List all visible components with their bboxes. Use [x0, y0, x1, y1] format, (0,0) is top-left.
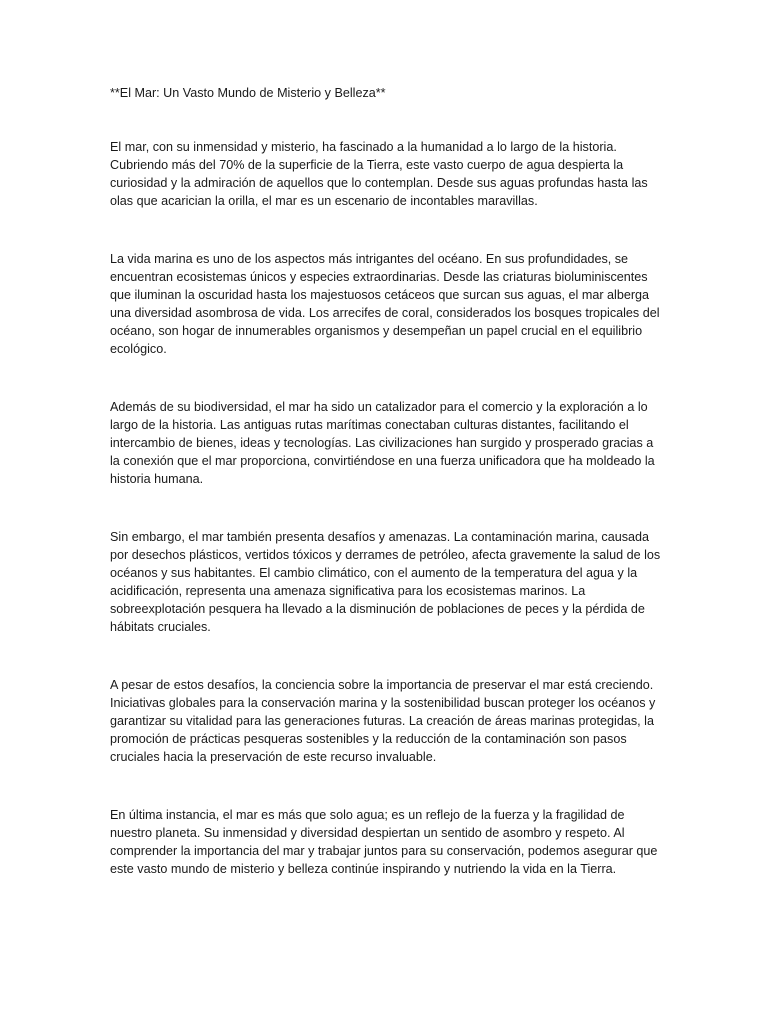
- document-title: **El Mar: Un Vasto Mundo de Misterio y Belleza**: [110, 86, 386, 100]
- paragraph-6: En última instancia, el mar es más que solo agua; es un reflejo de la fuerza y la fragilidad de nuestro planeta. Su inmensidad y diversidad despiertan un sentido de asombro y respeto. Al comprender la importancia del mar y trabajar juntos para su conservación, podemos asegurar que este vasto mundo de misterio y belleza continúe inspirando y nutriendo la vida en la Tierra.: [110, 808, 658, 876]
- paragraph-3: Además de su biodiversidad, el mar ha sido un catalizador para el comercio y la exploración a lo largo de la historia. Las antiguas rutas marítimas conectaban culturas distantes, facilitando el intercambio de bienes, ideas y tecnologías. Las civilizaciones han surgido y prosperado gracias a la conexión que el mar proporciona, convirtiéndose en una fuerza unificadora que ha moldeado la historia humana.: [110, 400, 655, 486]
- paragraph-1: El mar, con su inmensidad y misterio, ha fascinado a la humanidad a lo largo de la historia. Cubriendo más del 70% de la superficie de la Tierra, este vasto cuerpo de agua despierta la curiosidad y la admiración de aquellos que lo contemplan. Desde sus aguas profundas hasta las olas que acarician la orilla, el mar es un escenario de incontables maravillas.: [110, 140, 648, 208]
- paragraph-4: Sin embargo, el mar también presenta desafíos y amenazas. La contaminación marina, causada por desechos plásticos, vertidos tóxicos y derrames de petróleo, afecta gravemente la salud de los océanos y sus habitantes. El cambio climático, con el aumento de la temperatura del agua y la acidificación, representa una amenaza significativa para los ecosistemas marinos. La sobreexplotación pesquera ha llevado a la disminución de poblaciones de peces y la pérdida de hábitats cruciales.: [110, 530, 661, 634]
- paragraph-5: A pesar de estos desafíos, la conciencia sobre la importancia de preservar el mar está creciendo. Iniciativas globales para la conservación marina y la sostenibilidad buscan proteger los océanos y garantizar su vitalidad para las generaciones futuras. La creación de áreas marinas protegidas, la promoción de prácticas pesqueras sostenibles y la reducción de la contaminación son pasos cruciales hacia la preservación de este recurso invaluable.: [110, 678, 656, 764]
- paragraph-2: La vida marina es uno de los aspectos más intrigantes del océano. En sus profundidades, se encuentran ecosistemas únicos y especies extraordinarias. Desde las criaturas bioluminiscentes que iluminan la oscuridad hasta los majestuosos cetáceos que surcan sus aguas, el mar alberga una diversidad asombrosa de vida. Los arrecifes de coral, considerados los bosques tropicales del océano, son hogar de innumerables organismos y desempeñan un papel crucial en el equilibrio ecológico.: [110, 252, 660, 356]
- document-body: [110, 84, 662, 918]
